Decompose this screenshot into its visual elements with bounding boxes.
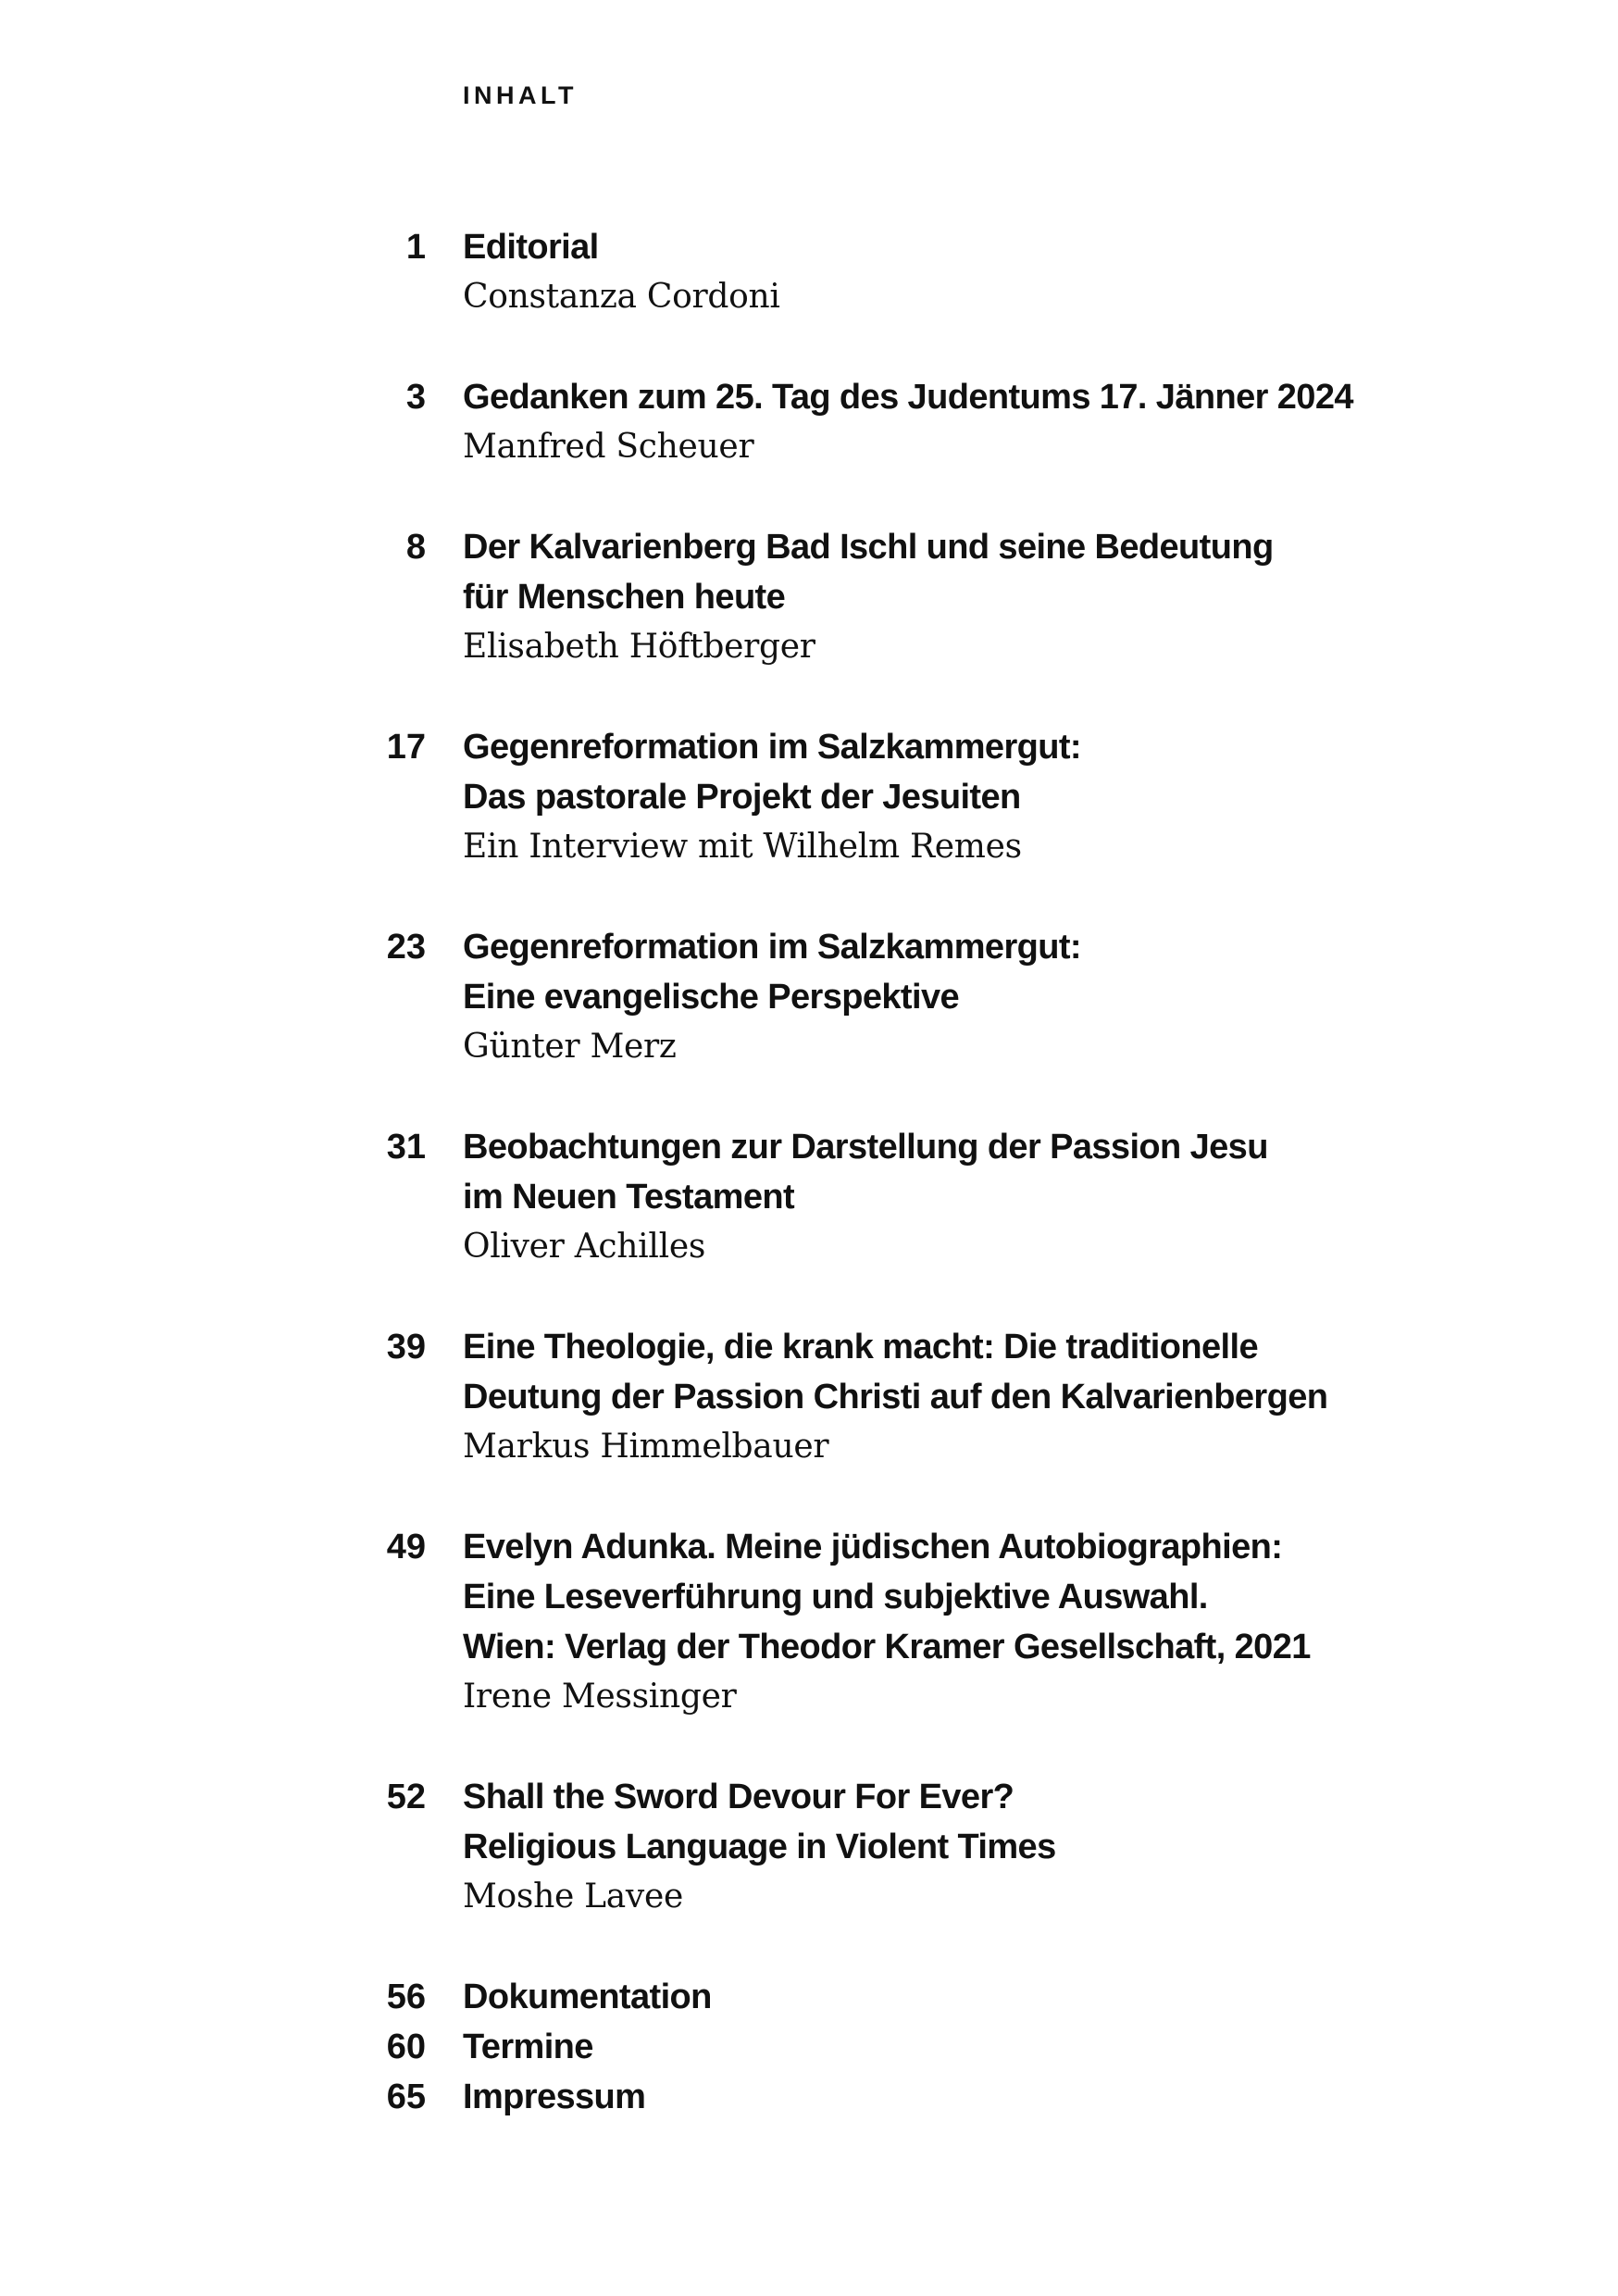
toc-entry-title: Termine bbox=[463, 2028, 593, 2066]
toc-entry-title: Eine evangelische Perspektive bbox=[463, 978, 960, 1017]
toc-entry-title: Impressum bbox=[463, 2078, 646, 2116]
toc-page-number: 8 bbox=[405, 528, 426, 567]
toc-entry-content bbox=[463, 372, 1444, 472]
toc-entry-content bbox=[463, 1122, 1444, 1272]
toc-entry-title: Wien: Verlag der Theodor Kramer Gesellschaft, 2021 bbox=[463, 1628, 1311, 1666]
toc-entry[interactable] bbox=[0, 1122, 1618, 1272]
toc-entry-title: Gedanken zum 25. Tag des Judentums 17. Jänner 2024 bbox=[463, 378, 1353, 417]
toc-entry[interactable] bbox=[0, 1772, 1618, 1922]
toc-entry-author: Oliver Achilles bbox=[463, 1228, 706, 1266]
toc-entry[interactable] bbox=[0, 722, 1618, 872]
toc-short-entry-termine[interactable] bbox=[0, 2022, 1618, 2072]
toc-entry-author: Moshe Lavee bbox=[463, 1878, 683, 1915]
toc-page-number: 17 bbox=[386, 728, 426, 767]
toc-entry-content bbox=[463, 522, 1444, 672]
toc-short-entry-impressum[interactable] bbox=[0, 2072, 1618, 2122]
toc-entry-author: Manfred Scheuer bbox=[463, 428, 754, 466]
toc-entry-title: Eine Theologie, die krank macht: Die traditionelle bbox=[463, 1328, 1258, 1366]
toc-entry-content bbox=[463, 722, 1444, 872]
toc-entry-author: Constanza Cordoni bbox=[463, 278, 780, 316]
toc-entry[interactable] bbox=[0, 372, 1618, 472]
toc-entry-title: Dokumentation bbox=[463, 1978, 712, 2016]
toc-page-number: 39 bbox=[386, 1328, 426, 1366]
toc-entry[interactable] bbox=[0, 522, 1618, 672]
toc-page-number: 1 bbox=[405, 228, 426, 267]
toc-entry[interactable] bbox=[0, 222, 1618, 322]
toc-page-number: 52 bbox=[386, 1778, 426, 1816]
toc-entry-title: Deutung der Passion Christi auf den Kalvarienbergen bbox=[463, 1378, 1328, 1416]
toc-entry-title: Religious Language in Violent Times bbox=[463, 1828, 1056, 1866]
toc-entry-content bbox=[463, 1972, 1444, 2022]
toc-entry-content bbox=[463, 1322, 1444, 1472]
toc-entry-title: Das pastorale Projekt der Jesuiten bbox=[463, 778, 1021, 817]
toc-entry-content bbox=[463, 2022, 1444, 2072]
toc-page-number: 56 bbox=[386, 1978, 426, 2016]
toc-entry-author: Elisabeth Höftberger bbox=[463, 628, 815, 666]
toc-page-number: 23 bbox=[386, 928, 426, 967]
toc-entry-content bbox=[463, 1522, 1444, 1722]
toc-entry-title: Beobachtungen zur Darstellung der Passion Jesu bbox=[463, 1128, 1268, 1167]
toc-entry-title: für Menschen heute bbox=[463, 578, 786, 617]
toc-entry-title: Der Kalvarienberg Bad Ischl und seine Bedeutung bbox=[463, 528, 1274, 567]
toc-page-number: 60 bbox=[386, 2028, 426, 2066]
toc-page-number: 65 bbox=[386, 2078, 426, 2116]
toc-entry-author: Markus Himmelbauer bbox=[463, 1428, 829, 1466]
toc-entry[interactable] bbox=[0, 1322, 1618, 1472]
toc-entry-title: im Neuen Testament bbox=[463, 1178, 795, 1217]
toc-entry-content bbox=[463, 222, 1444, 322]
table-of-contents bbox=[0, 222, 1618, 2122]
toc-entry-author: Irene Messinger bbox=[463, 1678, 737, 1716]
toc-entry-title: Evelyn Adunka. Meine jüdischen Autobiographien: bbox=[463, 1528, 1283, 1566]
toc-entry-content bbox=[463, 2072, 1444, 2122]
toc-entry-title: Gegenreformation im Salzkammergut: bbox=[463, 928, 1081, 967]
toc-entry[interactable] bbox=[0, 1522, 1618, 1722]
toc-page-number: 3 bbox=[405, 378, 426, 417]
toc-entry-author: Günter Merz bbox=[463, 1028, 677, 1066]
toc-entry[interactable] bbox=[0, 922, 1618, 1072]
toc-entry-title: Shall the Sword Devour For Ever? bbox=[463, 1778, 1014, 1816]
toc-entry-content bbox=[463, 1772, 1444, 1922]
toc-page-number: 31 bbox=[386, 1128, 426, 1167]
toc-entry-content bbox=[463, 922, 1444, 1072]
toc-page-number: 49 bbox=[386, 1528, 426, 1566]
toc-entry-title: Eine Leseverführung und subjektive Auswahl. bbox=[463, 1578, 1208, 1616]
toc-entry-title: Editorial bbox=[463, 228, 599, 267]
page-heading: INHALT bbox=[463, 81, 578, 109]
toc-short-entry-dokumentation[interactable] bbox=[0, 1972, 1618, 2022]
toc-entry-author: Ein Interview mit Wilhelm Remes bbox=[463, 828, 1022, 866]
toc-entry-title: Gegenreformation im Salzkammergut: bbox=[463, 728, 1081, 767]
